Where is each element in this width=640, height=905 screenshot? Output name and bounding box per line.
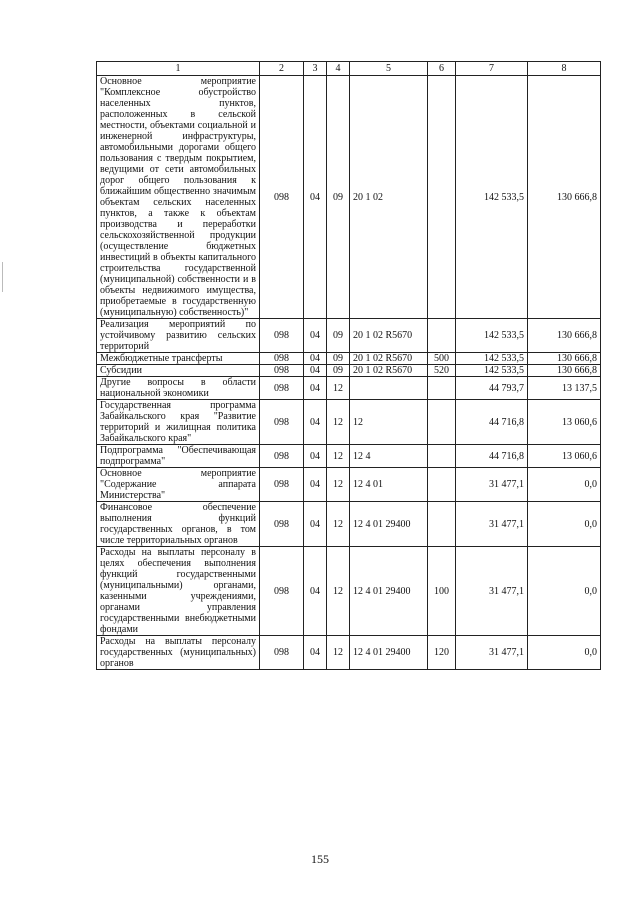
table-row xyxy=(97,76,601,319)
cell-subsection: 12 xyxy=(327,400,350,445)
cell-amount-2: 130 666,8 xyxy=(528,76,601,319)
table-row xyxy=(97,547,601,636)
cell-subsection: 09 xyxy=(327,319,350,353)
cell-amount-2: 130 666,8 xyxy=(528,319,601,353)
table-row xyxy=(97,445,601,468)
row-name: Реализация мероприятий по устойчивому развитию сельских территорий xyxy=(97,319,260,353)
cell-amount-1: 44 716,8 xyxy=(456,400,528,445)
scan-edge-mark xyxy=(2,262,3,292)
cell-target-code: 12 4 01 29400 xyxy=(350,547,428,636)
cell-admin-code: 098 xyxy=(260,547,304,636)
cell-amount-2: 0,0 xyxy=(528,468,601,502)
cell-admin-code: 098 xyxy=(260,319,304,353)
cell-target-code: 12 4 01 29400 xyxy=(350,502,428,547)
cell-subsection: 09 xyxy=(327,365,350,377)
cell-subsection: 12 xyxy=(327,547,350,636)
table-row xyxy=(97,319,601,353)
cell-amount-2: 13 137,5 xyxy=(528,377,601,400)
cell-amount-1: 44 716,8 xyxy=(456,445,528,468)
cell-amount-2: 0,0 xyxy=(528,502,601,547)
table-row xyxy=(97,400,601,445)
cell-target-code: 20 1 02 xyxy=(350,76,428,319)
cell-expense-type xyxy=(428,468,456,502)
row-name: Другие вопросы в области национальной экономики xyxy=(97,377,260,400)
cell-subsection: 09 xyxy=(327,76,350,319)
cell-amount-2: 130 666,8 xyxy=(528,365,601,377)
cell-section: 04 xyxy=(304,365,327,377)
cell-expense-type xyxy=(428,502,456,547)
cell-section: 04 xyxy=(304,400,327,445)
cell-section: 04 xyxy=(304,468,327,502)
cell-expense-type: 500 xyxy=(428,353,456,365)
cell-section: 04 xyxy=(304,353,327,365)
cell-target-code: 20 1 02 R5670 xyxy=(350,353,428,365)
table-row xyxy=(97,365,601,377)
cell-amount-1: 142 533,5 xyxy=(456,319,528,353)
row-name: Финансовое обеспечение выполнения функций государственных органов, в том числе территориальных органов xyxy=(97,502,260,547)
cell-section: 04 xyxy=(304,547,327,636)
budget-table xyxy=(96,61,601,670)
cell-admin-code: 098 xyxy=(260,377,304,400)
page-number: 155 xyxy=(311,852,329,866)
column-header: 1 xyxy=(97,62,260,76)
column-header: 8 xyxy=(528,62,601,76)
cell-section: 04 xyxy=(304,502,327,547)
cell-amount-1: 142 533,5 xyxy=(456,365,528,377)
cell-amount-1: 31 477,1 xyxy=(456,502,528,547)
cell-target-code: 12 4 xyxy=(350,445,428,468)
row-name: Государственная программа Забайкальского края "Развитие территорий и жилищная политика Забайкальского края" xyxy=(97,400,260,445)
cell-expense-type xyxy=(428,319,456,353)
table-row xyxy=(97,636,601,670)
cell-section: 04 xyxy=(304,76,327,319)
column-header: 4 xyxy=(327,62,350,76)
cell-amount-1: 31 477,1 xyxy=(456,547,528,636)
cell-expense-type xyxy=(428,400,456,445)
cell-target-code: 12 4 01 29400 xyxy=(350,636,428,670)
cell-expense-type: 100 xyxy=(428,547,456,636)
row-name: Основное мероприятие "Содержание аппарата Министерства" xyxy=(97,468,260,502)
table-row xyxy=(97,353,601,365)
cell-amount-2: 0,0 xyxy=(528,547,601,636)
cell-subsection: 12 xyxy=(327,445,350,468)
cell-subsection: 12 xyxy=(327,377,350,400)
cell-admin-code: 098 xyxy=(260,445,304,468)
table-row xyxy=(97,468,601,502)
column-header: 6 xyxy=(428,62,456,76)
column-header: 7 xyxy=(456,62,528,76)
cell-amount-2: 0,0 xyxy=(528,636,601,670)
cell-amount-2: 13 060,6 xyxy=(528,445,601,468)
cell-expense-type xyxy=(428,76,456,319)
cell-expense-type: 120 xyxy=(428,636,456,670)
cell-expense-type xyxy=(428,377,456,400)
cell-admin-code: 098 xyxy=(260,636,304,670)
row-name: Субсидии xyxy=(97,365,260,377)
cell-admin-code: 098 xyxy=(260,502,304,547)
cell-amount-1: 44 793,7 xyxy=(456,377,528,400)
column-header: 3 xyxy=(304,62,327,76)
table-row xyxy=(97,377,601,400)
cell-section: 04 xyxy=(304,319,327,353)
cell-amount-1: 31 477,1 xyxy=(456,468,528,502)
cell-subsection: 12 xyxy=(327,468,350,502)
cell-admin-code: 098 xyxy=(260,353,304,365)
cell-amount-2: 130 666,8 xyxy=(528,353,601,365)
cell-subsection: 12 xyxy=(327,636,350,670)
row-name: Межбюджетные трансферты xyxy=(97,353,260,365)
cell-amount-1: 142 533,5 xyxy=(456,76,528,319)
cell-target-code: 20 1 02 R5670 xyxy=(350,319,428,353)
cell-section: 04 xyxy=(304,377,327,400)
row-name: Расходы на выплаты персоналу в целях обеспечения выполнения функций государственными (муниципальными) органами, казенными учреждениями, органами управления государственными внебюджетными фондами xyxy=(97,547,260,636)
row-name: Расходы на выплаты персоналу государственных (муниципальных) органов xyxy=(97,636,260,670)
cell-subsection: 09 xyxy=(327,353,350,365)
cell-amount-2: 13 060,6 xyxy=(528,400,601,445)
cell-target-code: 20 1 02 R5670 xyxy=(350,365,428,377)
column-header: 5 xyxy=(350,62,428,76)
cell-target-code: 12 4 01 xyxy=(350,468,428,502)
cell-admin-code: 098 xyxy=(260,76,304,319)
cell-admin-code: 098 xyxy=(260,468,304,502)
cell-target-code: 12 xyxy=(350,400,428,445)
cell-section: 04 xyxy=(304,636,327,670)
cell-section: 04 xyxy=(304,445,327,468)
cell-expense-type: 520 xyxy=(428,365,456,377)
row-name: Основное мероприятие "Комплексное обустройство населенных пунктов, расположенных в сельской местности, объектами социальной и инженерной инфраструктуры, автомобильными дорогами общего пользования с твердым покрытием, ведущими от сети автомобильных дорог общего пользования к ближайшим общественно значимым объектам сельских населенных пунктов, а также к объектам производства и переработки сельскохозяйственной продукции (осуществление бюджетных инвестиций в объекты капитального строительства государственной (муниципальной) собственности и в объекты недвижимого имущества, приобретаемые в государственную (муниципальную) собственность)" xyxy=(97,76,260,319)
cell-expense-type xyxy=(428,445,456,468)
table-header-row xyxy=(97,62,601,76)
row-name: Подпрограмма "Обеспечивающая подпрограмма" xyxy=(97,445,260,468)
cell-target-code xyxy=(350,377,428,400)
table-row xyxy=(97,502,601,547)
column-header: 2 xyxy=(260,62,304,76)
cell-admin-code: 098 xyxy=(260,400,304,445)
cell-subsection: 12 xyxy=(327,502,350,547)
cell-amount-1: 142 533,5 xyxy=(456,353,528,365)
cell-amount-1: 31 477,1 xyxy=(456,636,528,670)
cell-admin-code: 098 xyxy=(260,365,304,377)
